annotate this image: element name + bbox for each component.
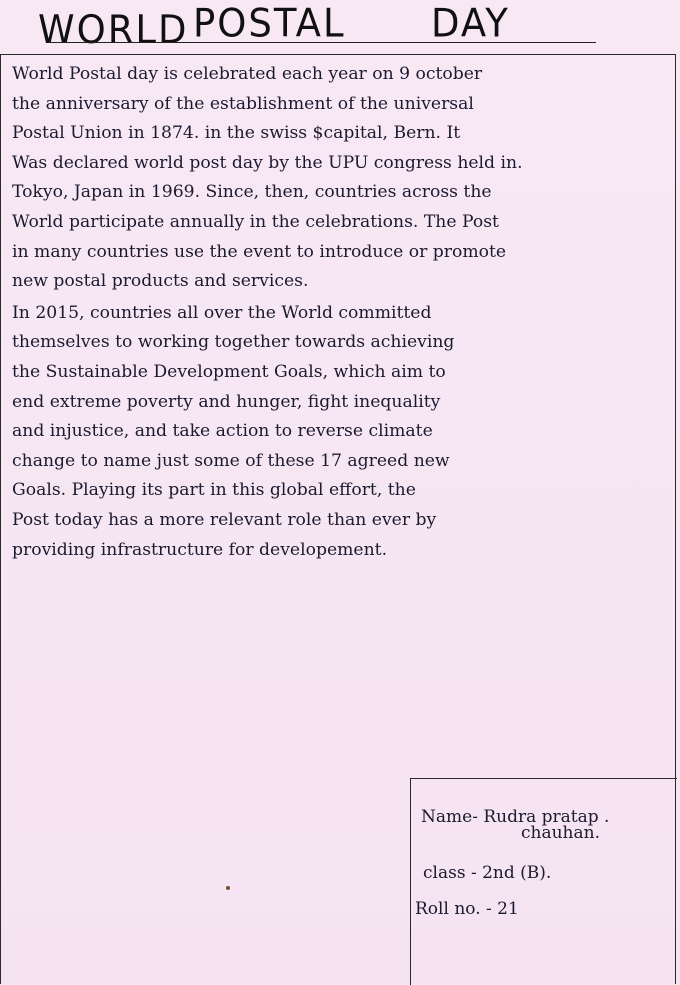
text-line: new postal products and services. <box>12 271 309 292</box>
text-line: In 2015, countries all over the World committed <box>12 302 432 323</box>
frame-left-border <box>0 54 1 984</box>
text-line: Postal Union in 1874. in the swiss $capital, Bern. It <box>12 123 461 144</box>
text-line: World participate annually in the celebrations. The Post <box>12 211 499 232</box>
ink-speck <box>226 886 230 890</box>
student-class: class - 2nd (B). <box>423 863 552 883</box>
text-line: providing infrastructure for developement. <box>12 539 388 560</box>
title-word-3: DAY <box>431 0 510 47</box>
text-line: the Sustainable Development Goals, which aim to <box>12 361 446 382</box>
essay-body <box>12 60 672 565</box>
text-line: Was declared world post day by the UPU congress held in. <box>12 152 523 173</box>
paragraph-2 <box>12 299 672 565</box>
title-underline <box>48 42 596 43</box>
text-line: Post today has a more relevant role than ever by <box>12 509 437 530</box>
text-line: Tokyo, Japan in 1969. Since, then, countries across the <box>12 182 492 203</box>
student-roll-number: Roll no. - 21 <box>415 899 519 919</box>
page-title <box>38 0 638 53</box>
student-name-line2: chauhan. <box>521 823 600 843</box>
student-info-box <box>410 778 677 985</box>
text-line: end extreme poverty and hunger, fight inequality <box>12 391 441 412</box>
text-line: and injustice, and take action to reverse climate <box>12 421 433 442</box>
text-line: the anniversary of the establishment of the universal <box>12 93 474 114</box>
paragraph-1 <box>12 60 672 297</box>
title-word-2: POSTAL <box>193 0 346 47</box>
frame-top-border <box>0 54 676 55</box>
text-line: World Postal day is celebrated each year on 9 october <box>12 64 483 84</box>
student-name-line1: Name- Rudra pratap . <box>421 807 610 827</box>
text-line: change to name just some of these 17 agreed new <box>12 450 450 471</box>
title-word-1: WORLD <box>38 7 189 53</box>
text-line: themselves to working together towards achieving <box>12 332 455 353</box>
text-line: in many countries use the event to introduce or promote <box>12 241 507 262</box>
text-line: Goals. Playing its part in this global effort, the <box>12 480 416 501</box>
